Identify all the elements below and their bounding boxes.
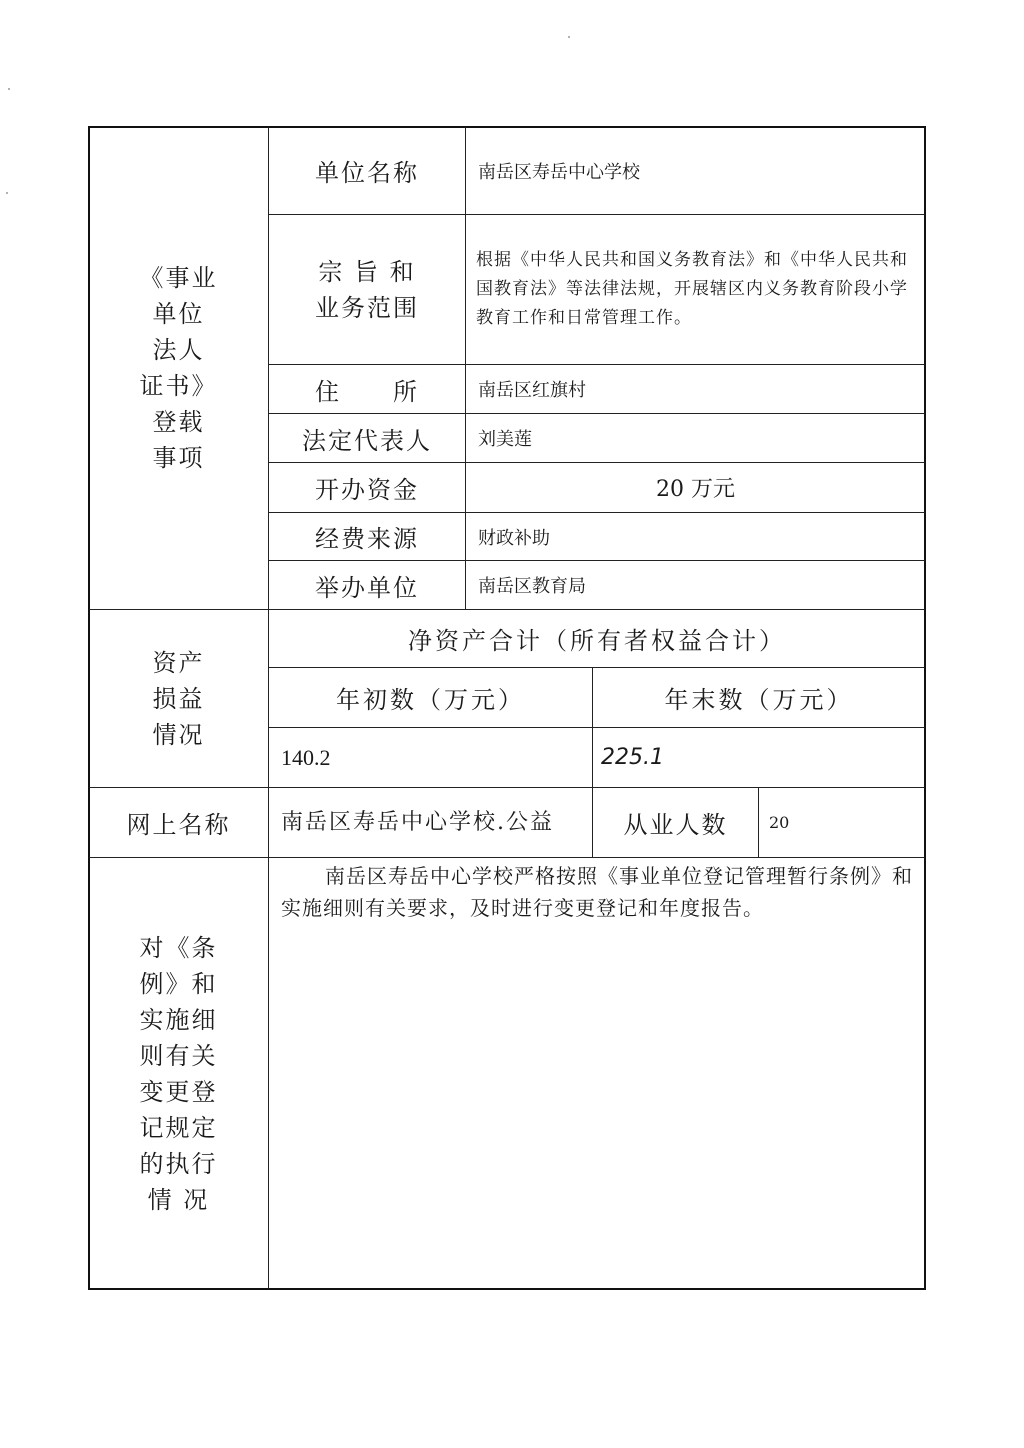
online-name-value: 南岳区寿岳中心学校.公益 [281, 809, 554, 835]
start-of-year-value: 140.2 [281, 744, 331, 770]
address-label: 住 所 [315, 377, 419, 406]
legal-rep-value: 刘美莲 [478, 429, 532, 450]
unit-name-label: 单位名称 [315, 159, 419, 187]
purpose-label-line2: 业务范围 [315, 293, 419, 322]
asset-status-label: 资产 损益 情况 [152, 648, 205, 749]
capital-label: 开办资金 [315, 476, 419, 504]
staff-count-value: 20 [769, 813, 790, 832]
sponsor-label: 举办单位 [315, 573, 419, 602]
scan-speck [8, 88, 10, 90]
unit-name-value: 南岳区寿岳中心学校 [478, 161, 640, 183]
regulation-execution-label: 对《条 例》和 实施细 则有关 变更登 记规定 的执行 情 况 [139, 933, 218, 1214]
scan-speck [6, 192, 8, 194]
start-of-year-label: 年初数（万元） [336, 686, 525, 714]
online-name-label: 网上名称 [126, 811, 231, 839]
funding-label: 经费来源 [315, 525, 419, 553]
purpose-value: 根据《中华人民共和国义务教育法》和《中华人民共和国教育法》等法律法规，开展辖区内义务教育阶段小学教育工作和日常管理工作。 [476, 250, 908, 328]
legal-rep-label: 法定代表人 [302, 426, 432, 455]
scan-speck [568, 36, 570, 38]
sponsor-value: 南岳区教育局 [478, 576, 586, 597]
end-of-year-value: 225.1 [601, 745, 664, 770]
registration-items-label: 《事业 单位 法人 证书》 登载 事项 [139, 264, 218, 472]
net-assets-header: 净资产合计（所有者权益合计） [408, 627, 786, 655]
staff-count-label: 从业人数 [623, 811, 728, 839]
end-of-year-label: 年末数（万元） [664, 686, 854, 714]
purpose-label-line1: 宗 旨 和 [318, 257, 416, 286]
capital-value: 20 万元 [656, 477, 735, 502]
execution-text: 南岳区寿岳中心学校严格按照《事业单位登记管理暂行条例》和实施细则有关要求，及时进行变更登记和年度报告。 [281, 864, 913, 920]
funding-value: 财政补助 [478, 527, 550, 549]
address-value: 南岳区红旗村 [478, 380, 586, 401]
purpose-label [269, 215, 465, 364]
